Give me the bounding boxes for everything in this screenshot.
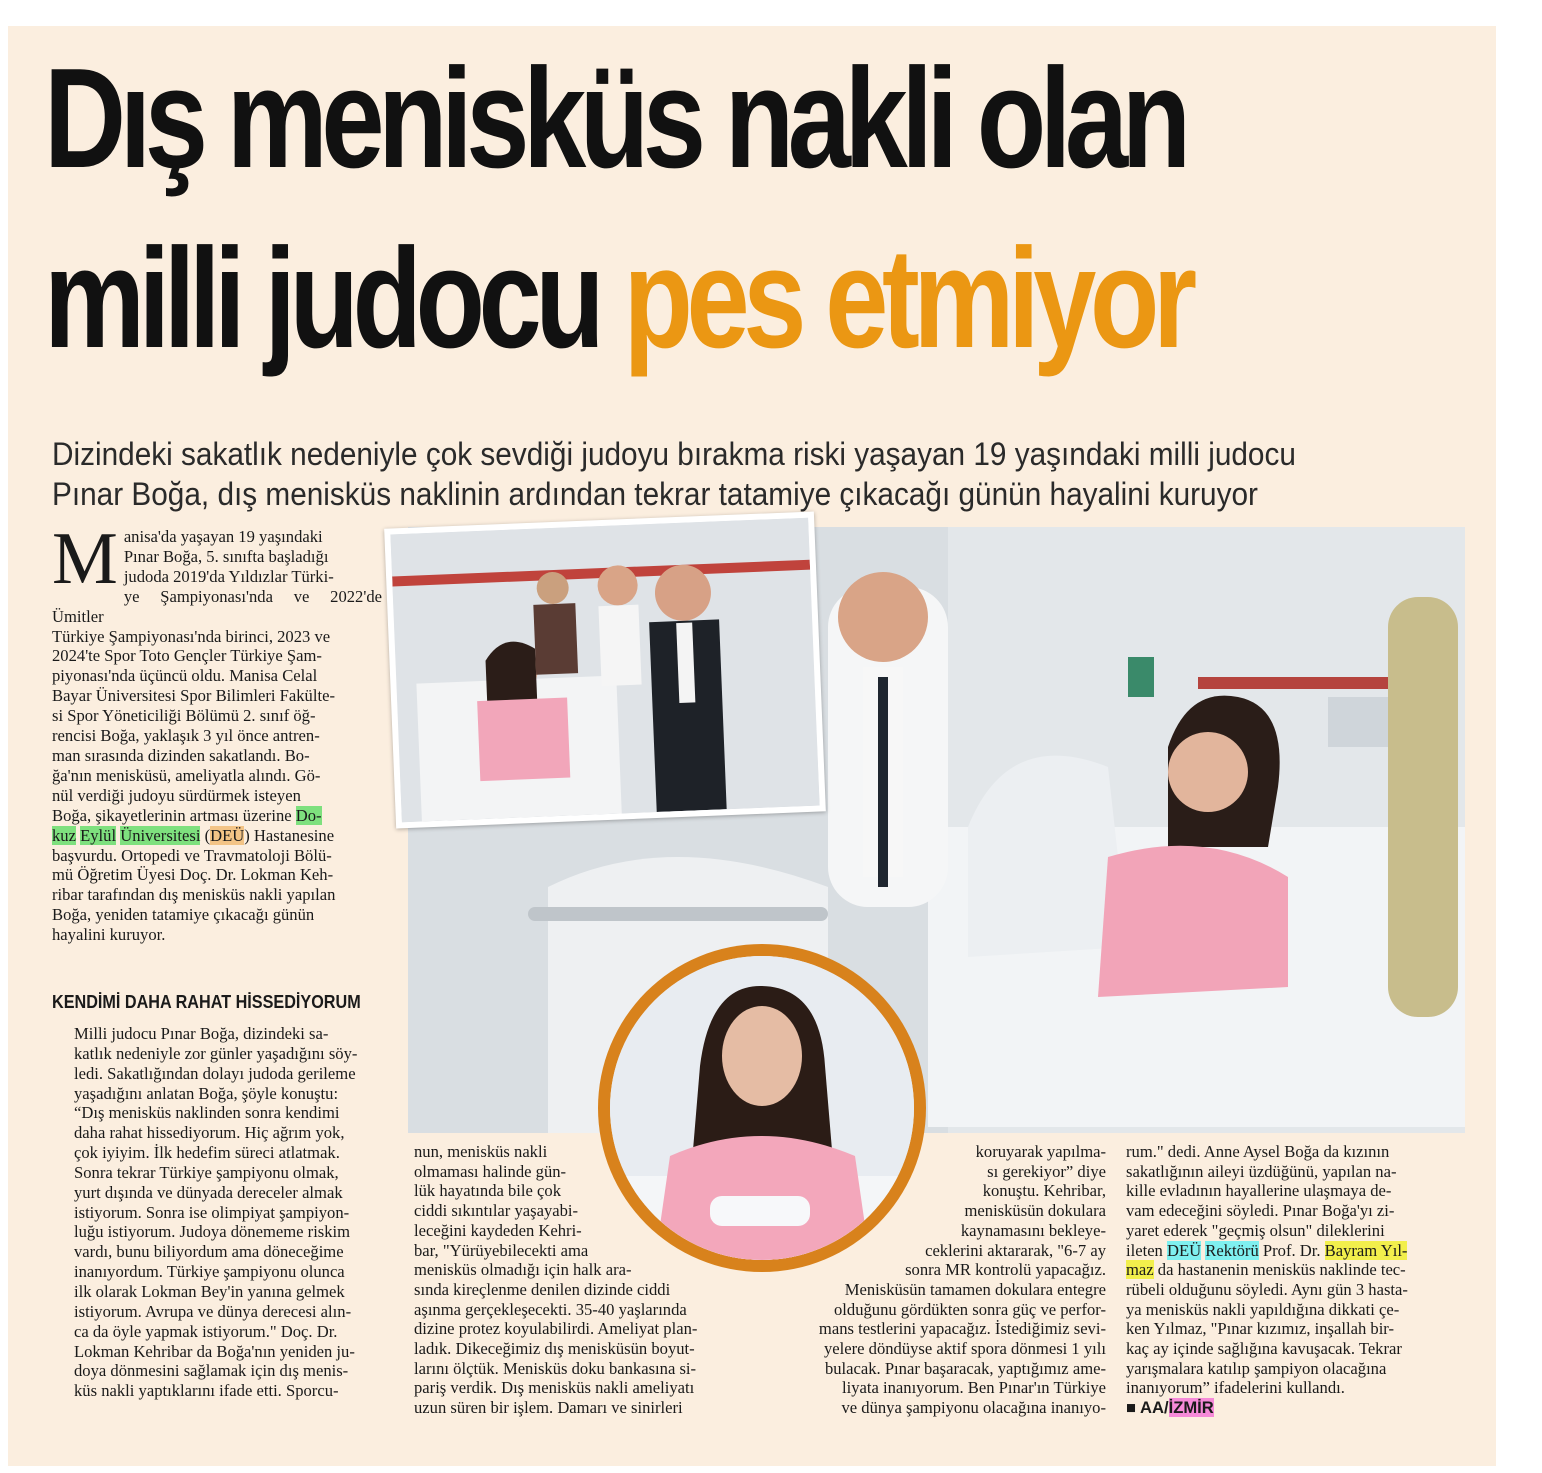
quote-line: istiyorum. Sonra ise olimpiyat şampiyon- [74, 1202, 350, 1222]
profdr-text: Prof. Dr. [1258, 1240, 1325, 1260]
column-line: leceğini kaydeden Kehri- [414, 1220, 582, 1240]
intro-text-2 [52, 846, 382, 946]
article-column-4 [1126, 1142, 1476, 1418]
rector-visit-photo [384, 511, 826, 828]
rector-visit-scene [390, 518, 819, 823]
headline-line-2 [44, 219, 1191, 378]
highlight-universitesi: Üniversitesi [120, 825, 201, 845]
intro-highlight-line [52, 826, 382, 846]
quote-line: küs nakli yaptıklarını ifade etti. Sporcu- [74, 1381, 339, 1401]
rector-line [1126, 1241, 1476, 1261]
paren-open: ( [200, 825, 211, 845]
column-line: bar, "Yürüyebilecekti ama [414, 1240, 589, 1260]
quote-line: Lokman Kehribar da Boğa'nın yeniden ju- [74, 1341, 355, 1361]
column-line: ciddi sıkıntılar yaşayabi- [414, 1201, 579, 1221]
highlight-rektoru: Rektörü [1205, 1240, 1259, 1260]
deck-line-2: Pınar Boğa, dış menisküs naklinin ardından tekrar tatamiye çıkacağı günün hayalini kuruyor [52, 476, 1258, 512]
intro-line-text: Boğa, şikayetlerinin artması üzerine [52, 805, 296, 825]
quote-line: yaşadığını anlatan Boğa, şöyle konuştu: [74, 1083, 339, 1103]
column-line: sı gerekiyor” diye [987, 1161, 1106, 1181]
yilmaz-line [1126, 1260, 1476, 1280]
intro-line-text: Pınar Boğa, 5. sınıfta başladığı [123, 546, 329, 566]
quote-line: ilk olarak Lokman Bey'in yanına gelmek [74, 1281, 345, 1301]
quote-line: luğu istiyorum. Judoya dönememe riskim [74, 1222, 351, 1242]
article-column-3 [768, 1142, 1106, 1418]
column-line: mans testlerini yapacağız. İstediğimiz sevi- [818, 1319, 1106, 1339]
intro-line [52, 706, 382, 726]
intro-line: hayalini kuruyor. [52, 925, 166, 945]
column-line: pariş verdik. Dış menisküs nakli ameliyatı [414, 1378, 695, 1398]
credit-agency: AA/ [1140, 1398, 1169, 1418]
intro-line-text: si Spor Yöneticiliği Bölümü 2. sınıf öğ- [52, 706, 316, 726]
intro-line [52, 686, 382, 706]
intro-line [52, 806, 382, 826]
intro-line: başvurdu. Ortopedi ve Travmatoloji Bölü- [52, 845, 332, 865]
intro-line [52, 786, 382, 806]
headline-accent: pes etmiyor [623, 219, 1191, 378]
quote-line: çok iyiyim. İlk hedefim süreci atlatmak. [74, 1143, 340, 1163]
quote-line: ca da öyle yapmak istiyorum." Doç. Dr. [74, 1321, 338, 1341]
column-line: Menisküsün tamamen dokulara entegre [844, 1279, 1106, 1299]
column-line: aşınma gerçekleşecekti. 35-40 yaşlarında [414, 1299, 687, 1319]
intro-line: Boğa, yeniden tatamiye çıkacağı günün [52, 905, 315, 925]
column-line: lük hayatında bile çok [414, 1181, 561, 1201]
hospital-text: ) Hastanesine [244, 825, 335, 845]
column-4-bottom [1126, 1280, 1476, 1398]
quote-line: Sonra tekrar Türkiye şampiyonu olmak, [74, 1162, 339, 1182]
article-column-2 [414, 1142, 748, 1418]
column-line: uzun süren bir işlem. Damarı ve sinirleri [414, 1398, 683, 1418]
quote-line: yurt dışında ve dünyada dereceler almak [74, 1182, 343, 1202]
column-line: bulacak. Pınar başaracak, yaptığımız ame- [824, 1358, 1106, 1378]
column-line: larını ölçtük. Menisküs doku bankasına si- [414, 1358, 697, 1378]
intro-line [52, 666, 382, 686]
column-line: yarışmalara katılıp şampiyon olacağına [1126, 1358, 1387, 1378]
yilmaz-rest: da hastanenin menisküs naklinde tec- [1153, 1260, 1406, 1280]
intro-line: mü Öğretim Üyesi Doç. Dr. Lokman Keh- [52, 865, 334, 885]
intro-line-text: ye Şampiyonası'nda ve 2022'de Ümitler [52, 586, 382, 626]
intro-line-text: judoda 2019'da Yıldızlar Türki- [123, 566, 334, 586]
drop-cap: M [52, 518, 118, 600]
deck-line-1: Dizindeki sakatlık nedeniyle çok sevdiği judoyu bırakma riski yaşayan 19 yaşındaki milli judocu [52, 436, 1296, 472]
quote-line: istiyorum. Avrupa ve dünya derecesi alın- [74, 1301, 352, 1321]
quote-line: ledi. Sakatlığından dolayı judoda gerileme [74, 1063, 356, 1083]
column-line: koruyarak yapılma- [975, 1142, 1106, 1161]
highlight-deu: DEÜ [210, 825, 245, 845]
headline-line-1: Dış menisküs nakli olan [44, 39, 1185, 198]
black-square-icon: ■ [1126, 1398, 1137, 1418]
headline-plain: milli judocu [44, 219, 624, 378]
column-line: ken Yılmaz, "Pınar kızımız, inşallah bir- [1126, 1319, 1395, 1339]
quote-line: inanıyordum. Türkiye şampiyonu olunca [74, 1262, 345, 1282]
highlight-bayram: Bayram Yıl- [1324, 1240, 1408, 1260]
column-line: olmaması halinde gün- [414, 1161, 567, 1181]
column-line: sonra MR kontrolü yapacağız. [905, 1260, 1106, 1280]
column-line: nun, menisküs nakli [414, 1142, 548, 1161]
quote-line: Milli judocu Pınar Boğa, dizindeki sa- [74, 1024, 329, 1043]
column-line: vam edeceğini söyledi. Pınar Boğa'yı zi- [1126, 1201, 1395, 1221]
column-line: konuştu. Kehribar, [982, 1181, 1106, 1201]
column-line: rübeli olduğunu söyledi. Aynı gün 3 hasta- [1126, 1279, 1408, 1299]
highlight-kuz: kuz [52, 825, 76, 845]
highlight-deu-2: DEÜ [1167, 1240, 1202, 1260]
quote-line: vardı, bunu biliyordum ama döneceğime [74, 1242, 344, 1262]
article-intro [52, 518, 382, 945]
column-line: sakatlığının aileyi üzdüğünü, yapılan na- [1126, 1161, 1397, 1181]
intro-line [52, 726, 382, 746]
column-line: dizine protez koyulabilirdi. Ameliyat plan- [414, 1319, 698, 1339]
column-line: ceklerini aktararak, "6-7 ay [925, 1240, 1106, 1260]
intro-line-text: 2024'te Spor Toto Gençler Türkiye Şam- [52, 646, 322, 666]
intro-line-text: Türkiye Şampiyonası'nda birinci, 2023 ve [52, 626, 331, 646]
column-line: inanıyorum” ifadelerini kullandı. [1126, 1378, 1345, 1398]
column-3-full [768, 1280, 1106, 1418]
column-line: menisküs olmadığı için halk ara- [414, 1260, 632, 1280]
intro-line-text: ğa'nın menisküsü, ameliyatla alındı. Gö- [52, 765, 321, 785]
column-line: sında kireçlenme denilen dizinde ciddi [414, 1279, 671, 1299]
ileten-text: ileten [1126, 1240, 1168, 1260]
credit-city: İZMİR [1168, 1398, 1214, 1418]
credit-line [1126, 1398, 1476, 1418]
column-line: rum." dedi. Anne Aysel Boğa da kızının [1126, 1142, 1390, 1161]
intro-line [52, 746, 382, 766]
quote-line: “Dış menisküs naklinden sonra kendimi [74, 1103, 340, 1123]
column-4-top [1126, 1142, 1476, 1241]
intro-line [52, 627, 382, 647]
visit-scene [390, 518, 819, 823]
intro-line-text: nül verdiği judoyu sürdürmek isteyen [52, 785, 301, 805]
quote-column [52, 1024, 382, 1401]
column-line: kille evladının hayallerine ulaşmaya de- [1126, 1181, 1392, 1201]
column-line: ya menisküs nakli yapıldığına dikkati çe- [1126, 1299, 1400, 1319]
highlight-eylul: Eylül [80, 825, 117, 845]
column-line: yelere döndüyse aktif spora dönmesi 1 yılı [823, 1339, 1106, 1359]
column-line: kaynamasını bekleye- [960, 1220, 1106, 1240]
intro-line-text: Bayar Üniversitesi Spor Bilimleri Fakülte- [52, 686, 335, 706]
intro-line-text: anisa'da yaşayan 19 yaşındaki [123, 527, 323, 546]
intro-line [52, 646, 382, 666]
subheading: KENDİMİ DAHA RAHAT HİSSEDİYORUM [52, 992, 361, 1012]
column-line: yaret ederek "geçmiş olsun" dileklerini [1126, 1220, 1385, 1240]
column-line: liyata inanıyorum. Ben Pınar'ın Türkiye [842, 1378, 1106, 1398]
quote-line: daha rahat hissediyorum. Hiç ağrım yok, [74, 1123, 345, 1143]
column-3-narrow [768, 1142, 1106, 1280]
highlight-maz: maz [1126, 1260, 1154, 1280]
column-line: olduğunu gördükten sonra güç ve perfor- [833, 1299, 1106, 1319]
column-line: ve dünya şampiyonu olacağına inanıyo- [841, 1398, 1106, 1418]
column-line: ladık. Dikeceğimiz dış menisküsün boyut- [414, 1339, 695, 1359]
intro-line-text: rencisi Boğa, yaklaşık 3 yıl önce antren- [52, 726, 320, 746]
intro-line-text: man sırasında dizinden sakatlandı. Bo- [52, 745, 310, 765]
intro-line [52, 766, 382, 786]
highlight-do: Do- [295, 805, 322, 825]
column-line: menisküsün dokulara [964, 1201, 1106, 1221]
quote-line: doya dönmesini sağlamak için dış menis- [74, 1361, 349, 1381]
column-line: kaç ay içinde sağlığına kavuşacak. Tekrar [1126, 1339, 1402, 1359]
quote-line: katlık nedeniyle zor günler yaşadığını söy- [74, 1043, 358, 1063]
intro-line-text: piyonası'nda üçüncü oldu. Manisa Celal [52, 666, 318, 686]
intro-line: ribar tarafından dış menisküs nakli yapılan [52, 885, 336, 905]
